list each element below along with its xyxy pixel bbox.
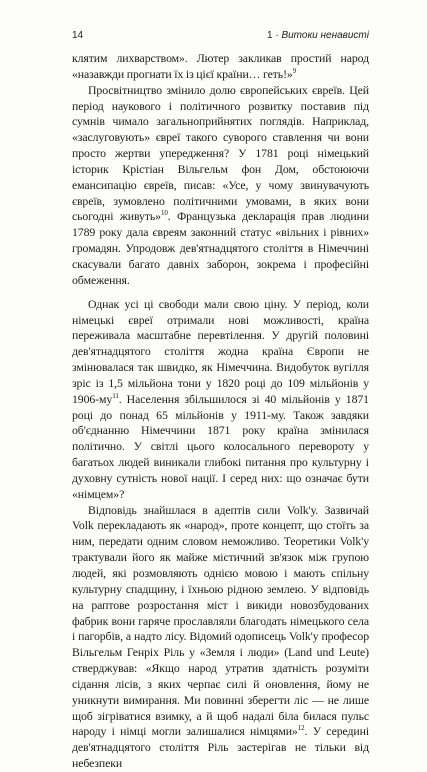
paragraph-3 <box>72 297 369 503</box>
paragraph-text: Однак усі ці свободи мали свою ціну. У період, коли німецькі євреї отримали нові можливості, країна переживала масштабне перевтілення. У другій половині дев'ятнадцятого століття жодна країна Європи не змінювалася так швидко, як Німеччина. Видобуток вугілля зріс із 1,5 мільйона тони у 1820 році до 109 мільйонів у 1906-му <box>72 296 369 406</box>
chapter-number: 1 <box>266 30 273 41</box>
page-number: 14 <box>72 30 84 41</box>
paragraph-text: клятим лихварством». Лютер закликав простий народ «назавжди прогнати їх із цієї країни… геть!» <box>72 51 369 81</box>
chapter-title: Витоки ненависті <box>281 30 369 41</box>
footnote-ref: 12 <box>297 724 305 733</box>
paragraph-tail: . У середині дев'ятнадцятого століття Ріль застерігав не тільки від небезпеки <box>72 724 370 771</box>
paragraph-text: Просвітництво змінило долю європейських євреїв. Цей період наукового і політичного розвитку поставив під сумнів чимало загальноприйнятих поглядів. Наприклад, «заслуговують» євреї такого суворого ставлення чи вони просто жертви упередження? У 1781 році німецький історик Крістіан Вільгельм фон Дом, обстоюючи емансипацію євреїв, писав: «Усе, у чому звинувачують євреїв, зумовлено політичними умовами, в яких вони сьогодні живуть» <box>72 82 369 224</box>
chapter-separator: · <box>275 30 279 41</box>
paragraph-tail: . Населення збільшилося зі 40 мільйонів у 1871 році до понад 65 мільйонів у 1911-му. Також завдяки об'єднанню Німеччини 1871 року країна змінилася політично. У світлі цього колосального перевороту у багатьох людей виникали глибокі питання про культурну і духовну сутність нової нації. І серед них: що означає бути «німцем»? <box>72 391 369 501</box>
footnote-ref: 9 <box>292 66 297 75</box>
paragraph-text: Відповідь знайшлася в адептів сили Volk'у. Зазвичай Volk перекладають як «народ», проте концепт, що стоїть за ним, передати одним словом неможливо. Теоретики Volk'у трактували його як майже містичний зв'язок між групою людей, які розмовляють однією мовою і мають спільну культурну спадщину, і їхньою рідною землею. У відповідь на раптове розростання міст і викиди новозбудованих фабрик вони гаряче прославляли благодать німецького села і пагорбів, а надто лісу. Відомий одописець Volk'у професор Вільгельм Генріх Ріль у «Земля і люди» (Land und Leute) стверджував: «Якщо народ утратив здатність розуміти сідання лісів, з яких черпає силі й оновлення, йому не уникнути вимирання. Ми повинні зберегти ліс — не лише щоб зігріватися взимку, а й щоб надалі біла билася пульс народу і німці могли залишалися німцями» <box>72 502 369 739</box>
footnote-ref: 11 <box>112 391 119 400</box>
paragraph-2 <box>72 83 369 289</box>
paragraph-tail: . Французька декларація прав людини 1789 року дала євреям законний статус «вільних і рівних» громадян. Упродовж дев'ятнадцятого століття в Німеччині скасували багато давніх заборон, зокрема і професійні обмеження. <box>72 209 369 287</box>
paragraph-4 <box>72 503 369 772</box>
chapter-heading <box>267 30 369 41</box>
paragraph-1 <box>72 51 369 83</box>
body-text <box>72 51 369 772</box>
footnote-ref: 10 <box>160 209 168 218</box>
running-head <box>72 30 369 44</box>
